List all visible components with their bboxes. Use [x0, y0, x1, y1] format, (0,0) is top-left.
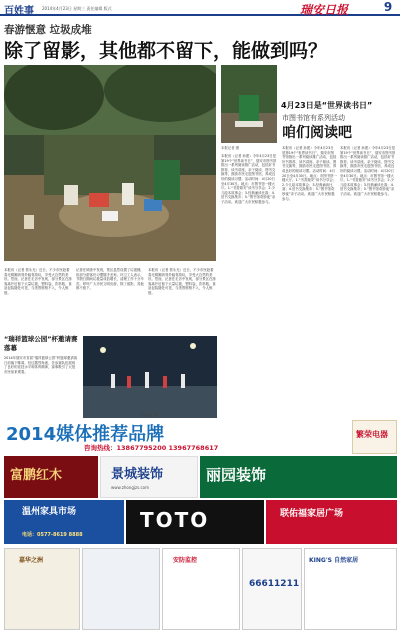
ad-fanrong-brand: 繁荣电器	[356, 430, 388, 439]
newspaper-logo: 瑞安日报	[300, 3, 349, 17]
mini-ad-security-brand: 安防监控	[173, 557, 198, 564]
section-title: 百姓事	[4, 6, 34, 17]
ad-jingcheng-web: www.zhongjzs.com	[111, 485, 149, 490]
ad-fupeng-brand: 富鹏红木	[10, 468, 63, 483]
ad-fanrong[interactable]	[352, 420, 397, 454]
mini-ad-4-phone: 66611211	[249, 579, 300, 589]
story1-kicker: 春游惬意 垃圾成堆	[4, 24, 92, 36]
story3-headline: 咱们阅读吧	[282, 125, 352, 141]
masthead	[0, 0, 400, 16]
ad-banner[interactable]	[4, 420, 349, 454]
ad-jingcheng[interactable]	[100, 456, 198, 498]
story2-title: “瑞祥篮球公园”杯邀请赛落幕	[4, 335, 78, 352]
ad-banner-hotline: 咨询热线：13867795200 13967768617	[84, 444, 219, 452]
mini-ad-4[interactable]	[242, 548, 302, 630]
trash-photo-illustration	[4, 65, 216, 261]
mini-ad-2[interactable]	[82, 548, 160, 630]
mini-ad-jiahua-brand: 嘉华之洲	[19, 557, 44, 564]
bin-photo-caption: 本报记者 摄	[221, 146, 240, 150]
story1-headline: 除了留影，其他都不留下，能做到吗？	[4, 40, 328, 62]
mini-ad-kings[interactable]	[304, 548, 397, 630]
ad-liyuan-brand: 丽园装饰	[206, 466, 267, 484]
ad-jingcheng-brand: 景城装饰	[111, 467, 164, 482]
story3-body-col2: 本报讯（记者 孙建）今年4月23日是第19个“世界读书日”，瑞安市图书馆推出一系列阅读推广活动，包括好书推荐、读书讲座、亲子阅读、图书交换等，鼓励市民走进图书馆，养成良好的阅读习惯。活动时间：4月20日至4月30日。地点：市图书馆一楼大厅。1.“书香瑞安”读书分享会；2.少儿绘本故事会；3.经典诵读比赛；4.旧书交换集市；5.“图书馆奇妙夜”亲子活动。欢迎广大市民积极参与。	[340, 146, 396, 196]
issue-date: 2014年4月23日 星期三 责任编辑 版式	[42, 6, 112, 11]
story1-body-col2: 记者在调查中发现，景区虽然设置了垃圾桶，但部分游客仍习惯随手丢弃。环卫工人表示，节假日期间垃圾量成倍增长，清理工作十分辛苦。呼吁广大市民文明出游，除了留影，其他都不留下。	[76, 268, 144, 291]
story3-header	[221, 100, 397, 111]
story2-body: 2014年瑞安市首届“瑞祥篮球公园”杯篮球邀请赛日前落下帷幕，经过激烈角逐，各参赛队伍展现了良好的竞技水平和体育精神，赛事吸引了大批市民前来观看。	[4, 356, 78, 374]
story3-subkicker: 市图书馆有系列活动	[282, 114, 345, 122]
mini-ad-jiahua[interactable]	[4, 548, 80, 630]
ad-fupeng[interactable]	[4, 456, 98, 498]
ad-furniture-market-brand: 温州家具市场	[22, 507, 77, 517]
story1-body-col3: 本报讯（记者 蔡永光）近日，不少市民趁着春光明媚到郊外踏青游玩，享受大自然的美好。然而，记者在走访中发现，部分景区在游客离开后留下大量垃圾，塑料袋、饮料瓶、食品包装随处可见，与美景格格不入，令人惋惜。	[148, 268, 216, 295]
ad-lianyou[interactable]	[266, 500, 397, 544]
story1-body-col1: 本报讯（记者 蔡永光）近日，不少市民趁着春光明媚到郊外踏青游玩，享受大自然的美好。然而，记者在走访中发现，部分景区在游客离开后留下大量垃圾，塑料袋、饮料瓶、食品包装随处可见，与美景格格不入，令人惋惜。	[4, 268, 72, 295]
story3-body-col1: 本报讯（记者 孙建）今年4月23日是第19个“世界读书日”，瑞安市图书馆推出一系列阅读推广活动，包括好书推荐、读书讲座、亲子阅读、图书交换等，鼓励市民走进图书馆，养成良好的阅读习惯。活动时间：4月20日至4月30日。地点：市图书馆一楼大厅。1.“书香瑞安”读书分享会；2.少儿绘本故事会；3.经典诵读比赛；4.旧书交换集市；5.“图书馆奇妙夜”亲子活动。欢迎广大市民积极参与。	[282, 146, 337, 201]
ad-liyuan[interactable]	[200, 456, 397, 498]
ad-furniture-market-phone: 电话：0577-8619 8888	[22, 532, 83, 538]
story3-kicker: 4月23日是“世界读书日”	[281, 101, 373, 110]
story2-caption: 本报记者 摄	[140, 413, 159, 417]
page-number: 9	[383, 0, 393, 14]
basketball-photo	[83, 336, 217, 418]
ad-toto[interactable]	[126, 500, 264, 544]
ad-toto-brand: TOTO	[140, 508, 210, 532]
mini-ad-security[interactable]	[162, 548, 240, 630]
ad-lianyou-brand: 联佑福家居广场	[280, 509, 344, 519]
trash-photo	[4, 65, 216, 261]
ad-furniture-market[interactable]	[4, 500, 124, 544]
story3-body-col0: 本报讯（记者 孙建）今年4月23日是第19个“世界读书日”，瑞安市图书馆推出一系列阅读推广活动，包括好书推荐、读书讲座、亲子阅读、图书交换等，鼓励市民走进图书馆，养成良好的阅读习惯。活动时间：4月20日至4月30日。地点：市图书馆一楼大厅。1.“书香瑞安”读书分享会；2.少儿绘本故事会；3.经典诵读比赛；4.旧书交换集市；5.“图书馆奇妙夜”亲子活动。欢迎广大市民积极参与。	[221, 154, 277, 204]
basketball-photo-illustration	[83, 336, 217, 418]
ad-banner-title: 2014媒体推荐品牌	[6, 424, 165, 445]
mini-ad-kings-brand: KING'S 自然家居	[309, 557, 359, 564]
